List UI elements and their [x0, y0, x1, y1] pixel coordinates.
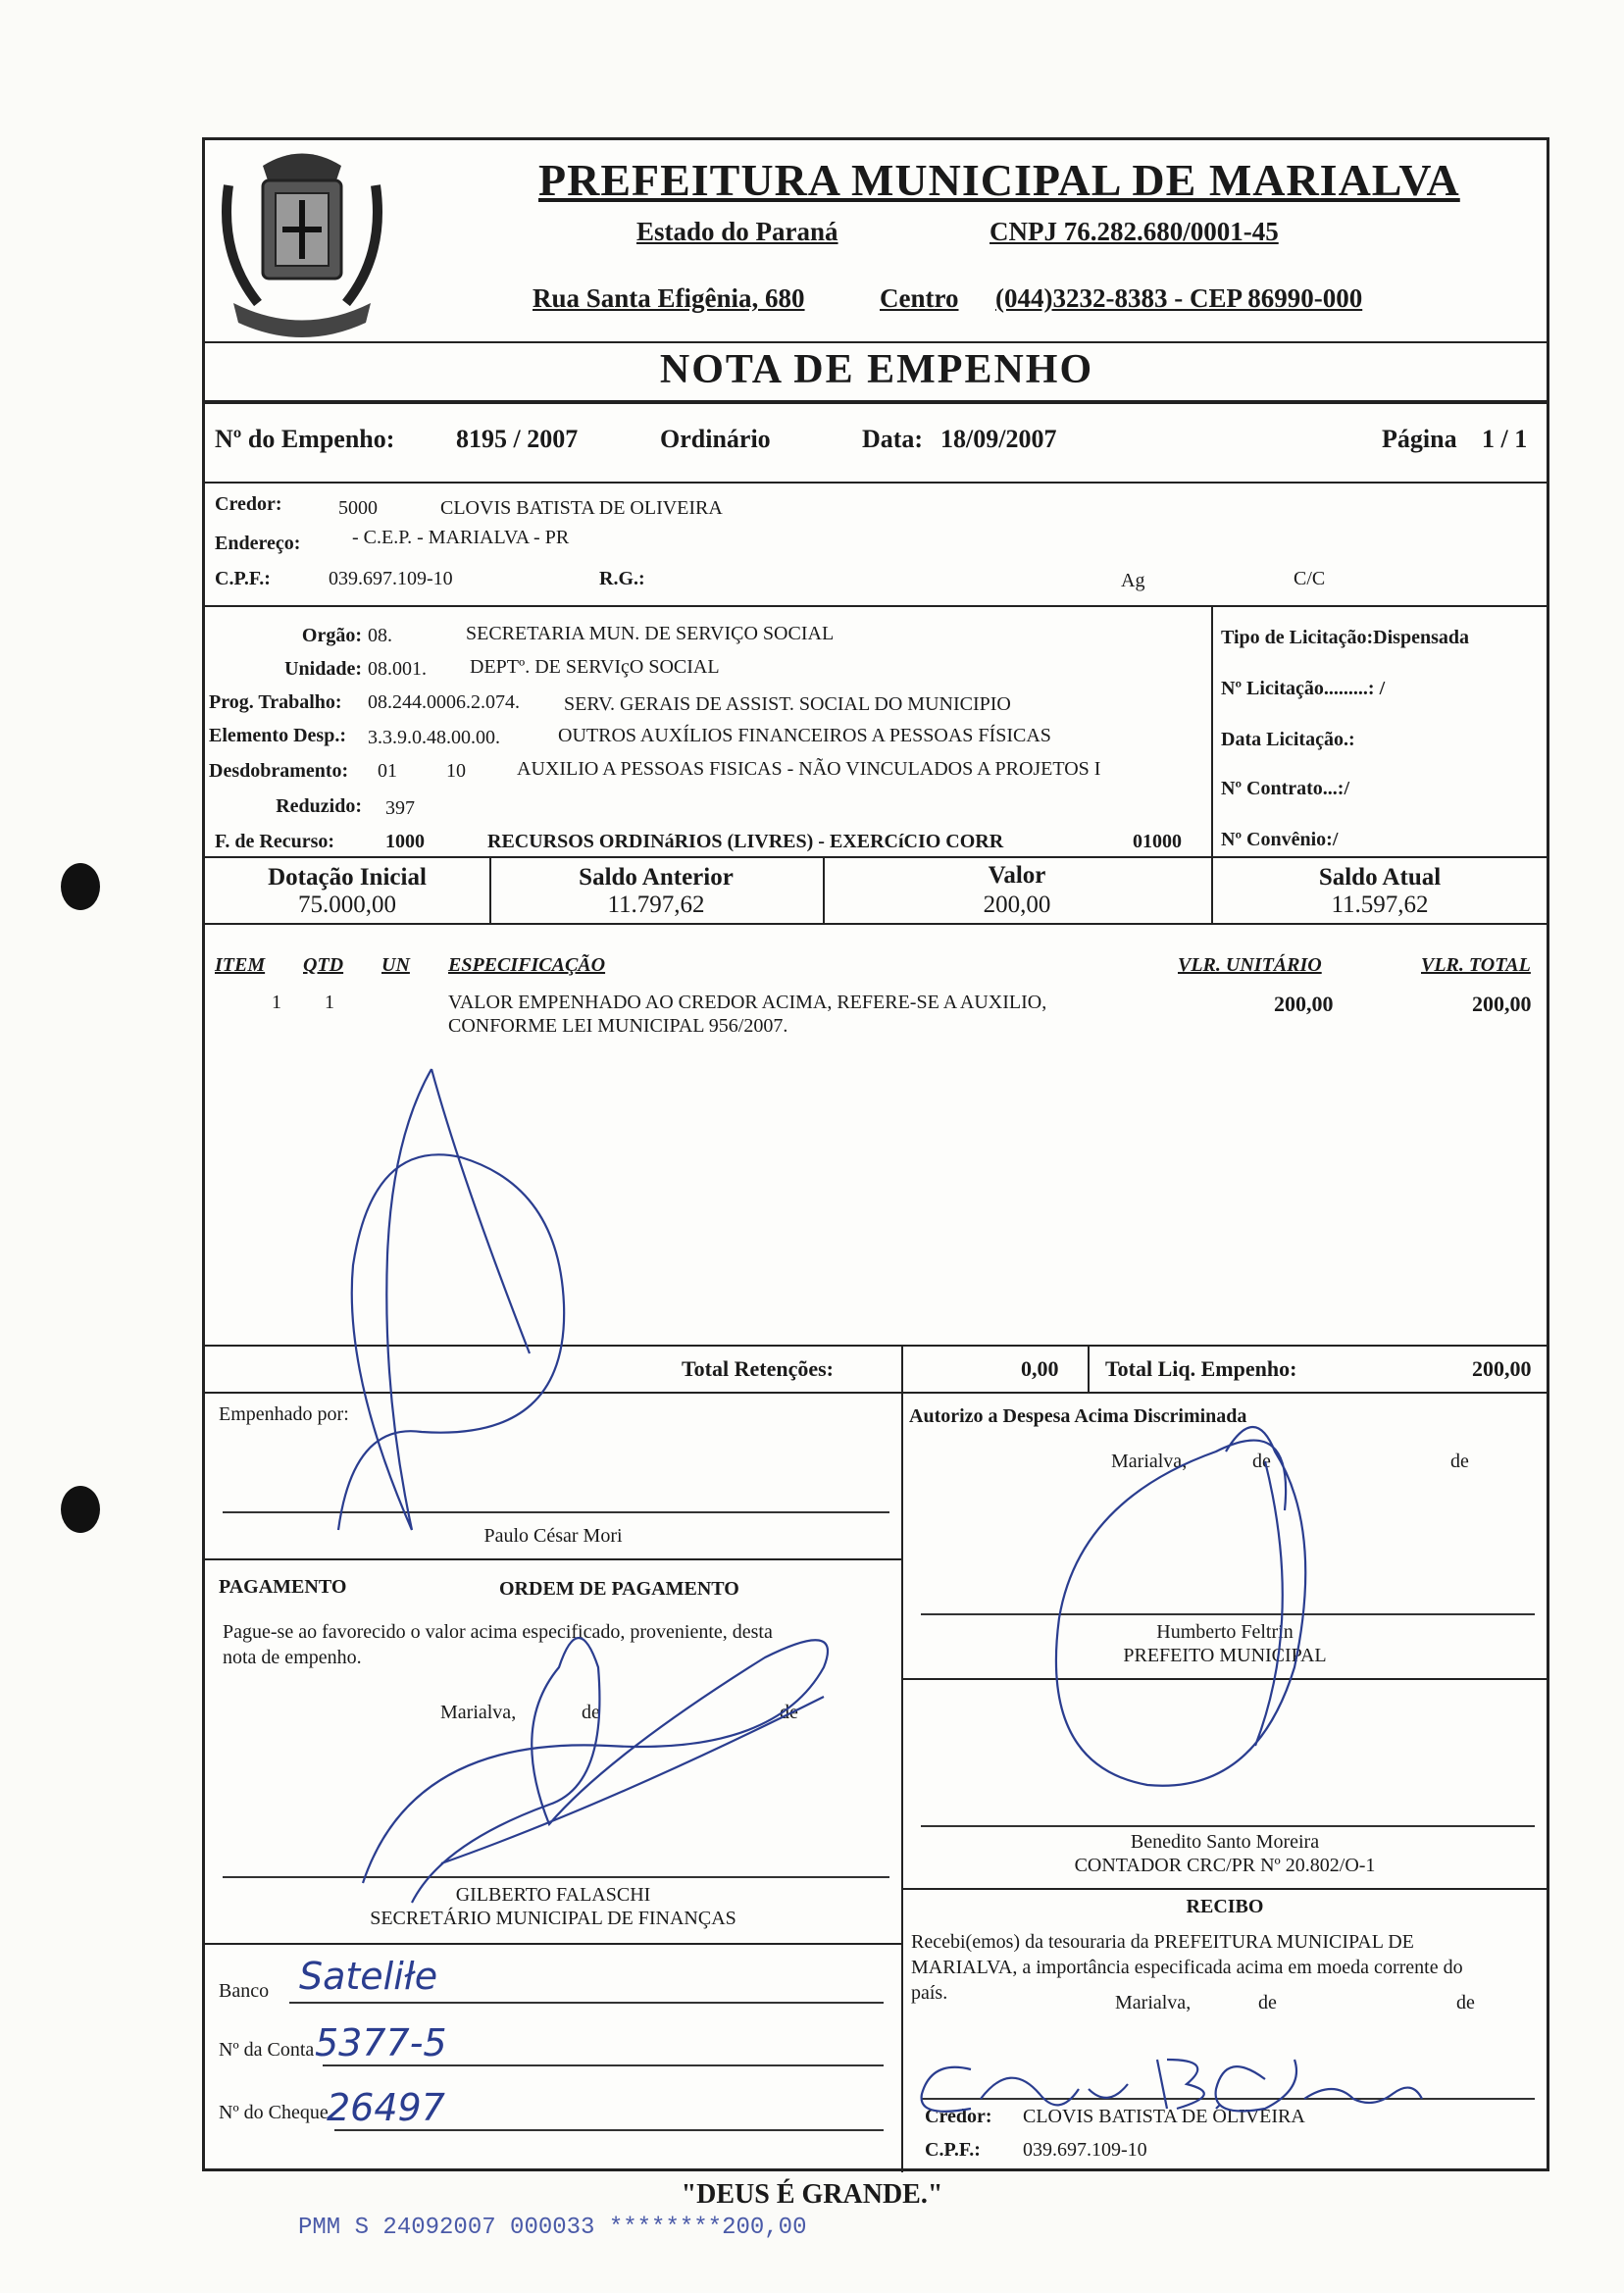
recibo-local: Marialva, — [1115, 1992, 1192, 2013]
unidade-code: 08.001. — [368, 658, 427, 680]
motto: "DEUS É GRANDE." — [681, 2179, 943, 2210]
recibo-text-line2: MARIALVA, a importância especificada acima em moeda corrente do — [911, 1957, 1463, 1978]
numero-contrato: Nº Contrato...:/ — [1221, 778, 1350, 799]
item-spec-line1: VALOR EMPENHADO AO CREDOR ACIMA, REFERE-SE A AUXILIO, — [448, 992, 1047, 1013]
recurso-label: F. de Recurso: — [215, 831, 335, 852]
pagamento-label: PAGAMENTO — [219, 1576, 347, 1598]
signature-secretario — [363, 1638, 828, 1903]
autorizo-de1: de — [1252, 1451, 1271, 1472]
ag-label: Ag — [1121, 570, 1145, 591]
orgao-label: Orgão: — [301, 625, 362, 646]
reduzido-label: Reduzido: — [276, 795, 362, 817]
contador-name: Benedito Santo Moreira — [1130, 1831, 1320, 1853]
prog-code: 08.244.0006.2.074. — [368, 691, 520, 713]
item-number: 1 — [272, 992, 281, 1013]
cheque-label: Nº do Cheque — [219, 2102, 329, 2123]
page-label: Página — [1382, 425, 1457, 453]
unidade-desc: DEPTº. DE SERVIçO SOCIAL — [470, 656, 720, 678]
credor-label: Credor: — [215, 493, 282, 515]
recibo-label: RECIBO — [1186, 1896, 1264, 1917]
col-qtd: QTD — [303, 954, 344, 976]
secretario-role: SECRETÁRIO MUNICIPAL DE FINANÇAS — [370, 1908, 736, 1929]
recurso-code: 1000 — [385, 831, 425, 852]
endereco-value: - C.E.P. - MARIALVA - PR — [352, 527, 570, 548]
recibo-de1: de — [1258, 1992, 1277, 2013]
col-especificacao: ESPECIFICAÇÃO — [448, 954, 606, 976]
valor-value: 200,00 — [983, 892, 1051, 918]
signature-credor — [922, 2060, 1422, 2112]
recibo-cpf-value: 039.697.109-10 — [1023, 2139, 1147, 2161]
banco-value: Sateliłe — [299, 1955, 438, 1998]
recibo-text-line1: Recebi(emos) da tesouraria da PREFEITURA MUNICIPAL DE — [911, 1931, 1414, 1953]
autorizo-de2: de — [1450, 1451, 1469, 1472]
empenho-number-label: Nº do Empenho: — [215, 425, 395, 453]
pagamento-text-line2: nota de empenho. — [223, 1647, 362, 1668]
prefeito-name: Humberto Feltrin — [1156, 1621, 1294, 1643]
recibo-cpf-label: C.P.F.: — [925, 2139, 981, 2161]
cc-label: C/C — [1294, 568, 1326, 589]
unidade-label: Unidade: — [284, 658, 362, 680]
prog-desc: SERV. GERAIS DE ASSIST. SOCIAL DO MUNICIPIO — [564, 693, 1011, 715]
banco-label: Banco — [219, 1980, 270, 2002]
conta-label: Nº da Conta — [219, 2039, 315, 2061]
pagamento-local: Marialva, — [440, 1702, 517, 1723]
phone-cep: (044)3232-8383 - CEP 86990-000 — [995, 283, 1363, 313]
empenho-date: 18/09/2007 — [940, 425, 1057, 453]
total-liquido-label: Total Liq. Empenho: — [1105, 1356, 1297, 1381]
col-un: UN — [381, 954, 410, 976]
estado-label: Estado do Paraná — [636, 217, 838, 246]
saldo-atual-label: Saldo Atual — [1318, 864, 1442, 891]
elemento-desc: OUTROS AUXÍLIOS FINANCEIROS A PESSOAS FÍSICAS — [558, 725, 1051, 746]
recibo-credor-value: CLOVIS BATISTA DE OLIVEIRA — [1023, 2106, 1305, 2127]
total-liquido-value: 200,00 — [1472, 1356, 1532, 1381]
col-item: ITEM — [215, 954, 266, 976]
pagamento-de1: de — [582, 1702, 600, 1723]
conta-value: 5377-5 — [315, 2021, 447, 2064]
prefeito-role: PREFEITO MUNICIPAL — [1123, 1645, 1327, 1666]
secretario-name: GILBERTO FALASCHI — [455, 1884, 651, 1906]
item-qtd: 1 — [325, 992, 334, 1013]
autorizo-label: Autorizo a Despesa Acima Discriminada — [909, 1405, 1247, 1427]
saldo-anterior-value: 11.797,62 — [607, 892, 705, 918]
saldo-anterior-label: Saldo Anterior — [579, 864, 734, 891]
credor-name: CLOVIS BATISTA DE OLIVEIRA — [440, 497, 723, 519]
desdobramento-label: Desdobramento: — [209, 760, 349, 782]
cnpj-label: CNPJ 76.282.680/0001-45 — [990, 217, 1279, 246]
data-licitacao: Data Licitação.: — [1221, 729, 1355, 750]
elemento-label: Elemento Desp.: — [209, 725, 346, 746]
reduzido-value: 397 — [385, 797, 415, 819]
cpf-value: 039.697.109-10 — [329, 568, 453, 589]
saldo-atual-value: 11.597,62 — [1331, 892, 1429, 918]
empenhado-por-label: Empenhado por: — [219, 1403, 349, 1425]
desdobramento-code1: 01 — [378, 760, 397, 782]
cash-register-stamp: PMM S 24092007 000033 ********200,00 — [298, 2215, 807, 2241]
total-retencoes-value: 0,00 — [1021, 1356, 1059, 1381]
numero-convenio: Nº Convênio:/ — [1221, 829, 1339, 850]
item-vlr-total: 200,00 — [1472, 992, 1532, 1016]
desdobramento-desc: AUXILIO A PESSOAS FISICAS - NÃO VINCULADOS A PROJETOS I — [517, 758, 1101, 780]
item-vlr-unitario: 200,00 — [1274, 992, 1334, 1016]
recurso-code2: 01000 — [1133, 831, 1182, 852]
credor-code: 5000 — [338, 497, 378, 519]
contador-role: CONTADOR CRC/PR Nº 20.802/O-1 — [1074, 1855, 1376, 1876]
tipo-licitacao: Tipo de Licitação:Dispensada — [1221, 627, 1469, 648]
empenho-number: 8195 / 2007 — [456, 425, 579, 453]
dotacao-value: 75.000,00 — [298, 892, 396, 918]
empenho-type: Ordinário — [660, 425, 771, 453]
pagamento-de2: de — [780, 1702, 798, 1723]
col-vlr-total: VLR. TOTAL — [1421, 954, 1531, 976]
orgao-desc: SECRETARIA MUN. DE SERVIÇO SOCIAL — [466, 623, 835, 644]
empenho-date-label: Data: — [862, 425, 924, 453]
total-retencoes-label: Total Retenções: — [682, 1356, 834, 1381]
pagamento-text-line1: Pague-se ao favorecido o valor acima especificado, proveniente, desta — [223, 1621, 773, 1643]
signature-prefeito — [1056, 1427, 1305, 1786]
orgao-code: 08. — [368, 625, 392, 646]
dotacao-label: Dotação Inicial — [268, 864, 427, 891]
rg-label: R.G.: — [599, 568, 645, 589]
recurso-desc: RECURSOS ORDINáRIOS (LIVRES) - EXERCíCIO CORR — [487, 831, 1004, 852]
numero-licitacao: Nº Licitação.........: / — [1221, 678, 1386, 699]
valor-label: Valor — [988, 862, 1046, 889]
address-district: Centro — [880, 283, 959, 313]
desdobramento-code2: 10 — [446, 760, 466, 782]
prog-label: Prog. Trabalho: — [209, 691, 342, 713]
ordem-pagamento-label: ORDEM DE PAGAMENTO — [499, 1578, 739, 1600]
endereco-label: Endereço: — [215, 533, 301, 554]
autorizo-local: Marialva, — [1111, 1451, 1188, 1472]
page-number: 1 / 1 — [1482, 425, 1528, 453]
recibo-text-line3: país. — [911, 1982, 948, 2004]
address-street: Rua Santa Efigênia, 680 — [533, 283, 805, 313]
municipality-title: PREFEITURA MUNICIPAL DE MARIALVA — [538, 155, 1460, 205]
recibo-de2: de — [1456, 1992, 1475, 2013]
item-spec-line2: CONFORME LEI MUNICIPAL 956/2007. — [448, 1015, 788, 1037]
recibo-credor-label: Credor: — [925, 2106, 992, 2127]
signature-empenhado — [338, 1069, 564, 1530]
elemento-code: 3.3.9.0.48.00.00. — [368, 727, 500, 748]
cheque-value: 26497 — [327, 2086, 445, 2129]
document-title: NOTA DE EMPENHO — [659, 347, 1094, 392]
empenhado-por-name: Paulo César Mori — [483, 1525, 623, 1547]
cpf-label: C.P.F.: — [215, 568, 271, 589]
col-vlr-unitario: VLR. UNITÁRIO — [1178, 954, 1322, 976]
